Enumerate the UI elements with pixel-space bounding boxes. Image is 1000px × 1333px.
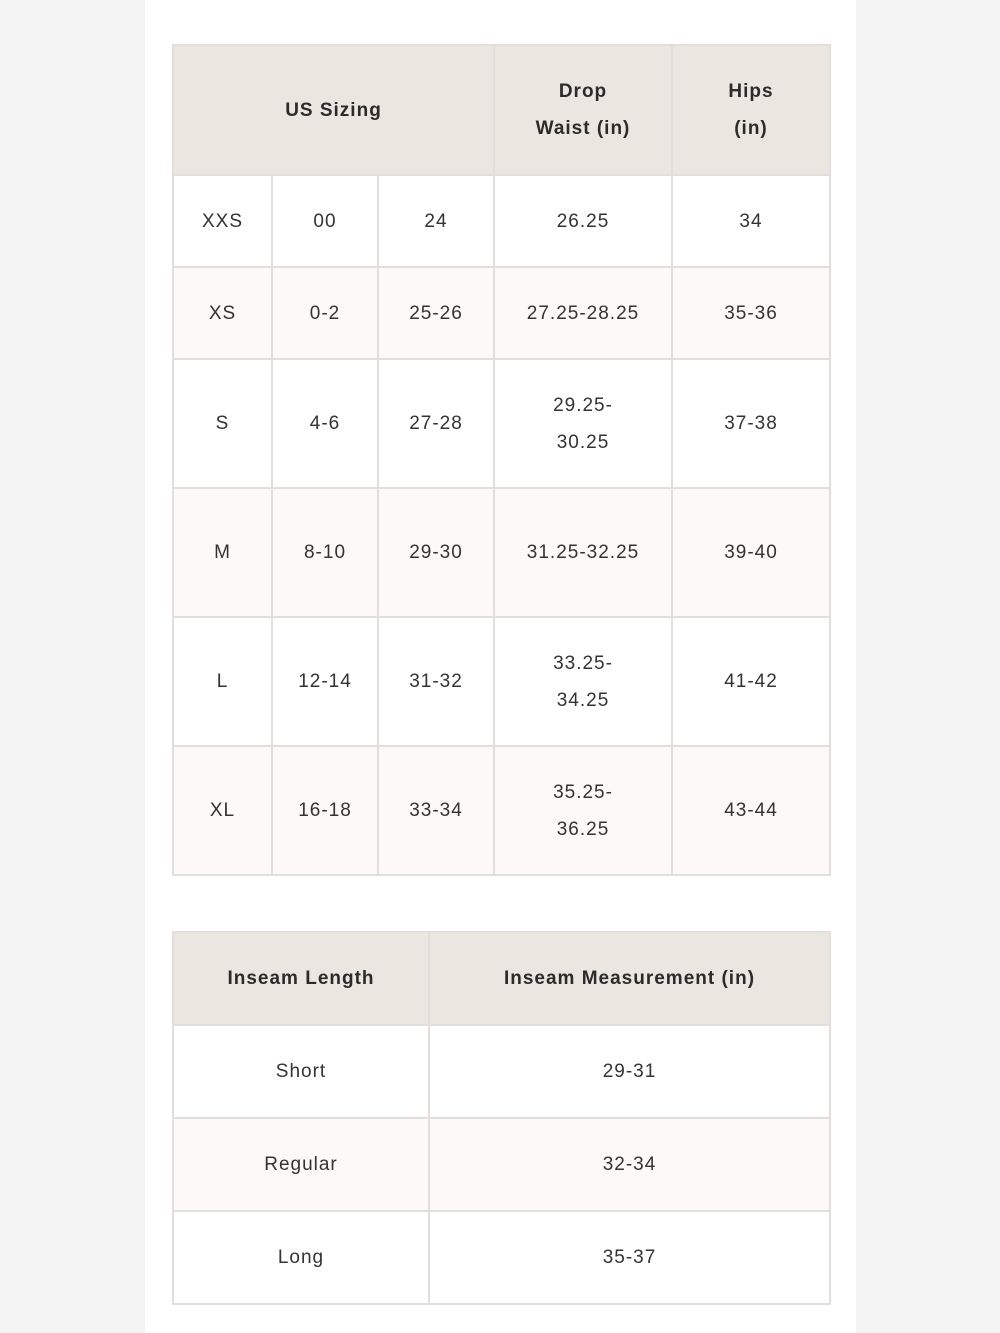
waist: 29-30 [378, 488, 494, 617]
size-label: M [173, 488, 272, 617]
table-row [173, 175, 830, 267]
us-size: 8-10 [272, 488, 378, 617]
us-size: 12-14 [272, 617, 378, 746]
us-size: 00 [272, 175, 378, 267]
size-chart-header-row [173, 45, 830, 175]
hips: 34 [672, 175, 830, 267]
table-row [173, 359, 830, 488]
drop-waist-header [494, 45, 672, 175]
drop-waist: 27.25-28.25 [494, 267, 672, 359]
inseam-measurement: 29-31 [429, 1025, 830, 1118]
drop-waist-header-line2: Waist (in) [535, 118, 631, 139]
drop-waist: 26.25 [494, 175, 672, 267]
waist: 27-28 [378, 359, 494, 488]
us-size: 16-18 [272, 746, 378, 875]
inseam-measurement: 32-34 [429, 1118, 830, 1211]
hips-header-line2: (in) [734, 118, 768, 139]
waist: 33-34 [378, 746, 494, 875]
table-row [173, 1118, 830, 1211]
waist: 31-32 [378, 617, 494, 746]
hips: 41-42 [672, 617, 830, 746]
inseam-length-header: Inseam Length [173, 932, 429, 1025]
table-row [173, 746, 830, 875]
table-row [173, 617, 830, 746]
table-row [173, 1211, 830, 1304]
waist: 25-26 [378, 267, 494, 359]
inseam-measurement-header: Inseam Measurement (in) [429, 932, 830, 1025]
table-row [173, 1025, 830, 1118]
table-row [173, 267, 830, 359]
waist: 24 [378, 175, 494, 267]
left-margin [0, 0, 145, 1333]
inseam-length: Long [173, 1211, 429, 1304]
drop-waist: 35.25-36.25 [494, 746, 672, 875]
size-chart-table [172, 44, 831, 876]
hips-header [672, 45, 830, 175]
drop-waist-header-line1: Drop [558, 81, 608, 102]
size-label: XL [173, 746, 272, 875]
hips: 35-36 [672, 267, 830, 359]
drop-waist: 31.25-32.25 [494, 488, 672, 617]
inseam-measurement: 35-37 [429, 1211, 830, 1304]
inseam-length: Regular [173, 1118, 429, 1211]
size-label: XXS [173, 175, 272, 267]
us-size: 0-2 [272, 267, 378, 359]
hips: 43-44 [672, 746, 830, 875]
inseam-header-row [173, 932, 830, 1025]
right-margin [856, 0, 1000, 1333]
hips: 39-40 [672, 488, 830, 617]
size-label: L [173, 617, 272, 746]
hips: 37-38 [672, 359, 830, 488]
hips-header-line1: Hips [728, 81, 774, 102]
drop-waist: 29.25-30.25 [494, 359, 672, 488]
table-row [173, 488, 830, 617]
size-label: XS [173, 267, 272, 359]
inseam-table [172, 931, 831, 1305]
us-sizing-header: US Sizing [173, 45, 494, 175]
inseam-length: Short [173, 1025, 429, 1118]
drop-waist: 33.25-34.25 [494, 617, 672, 746]
us-size: 4-6 [272, 359, 378, 488]
size-label: S [173, 359, 272, 488]
